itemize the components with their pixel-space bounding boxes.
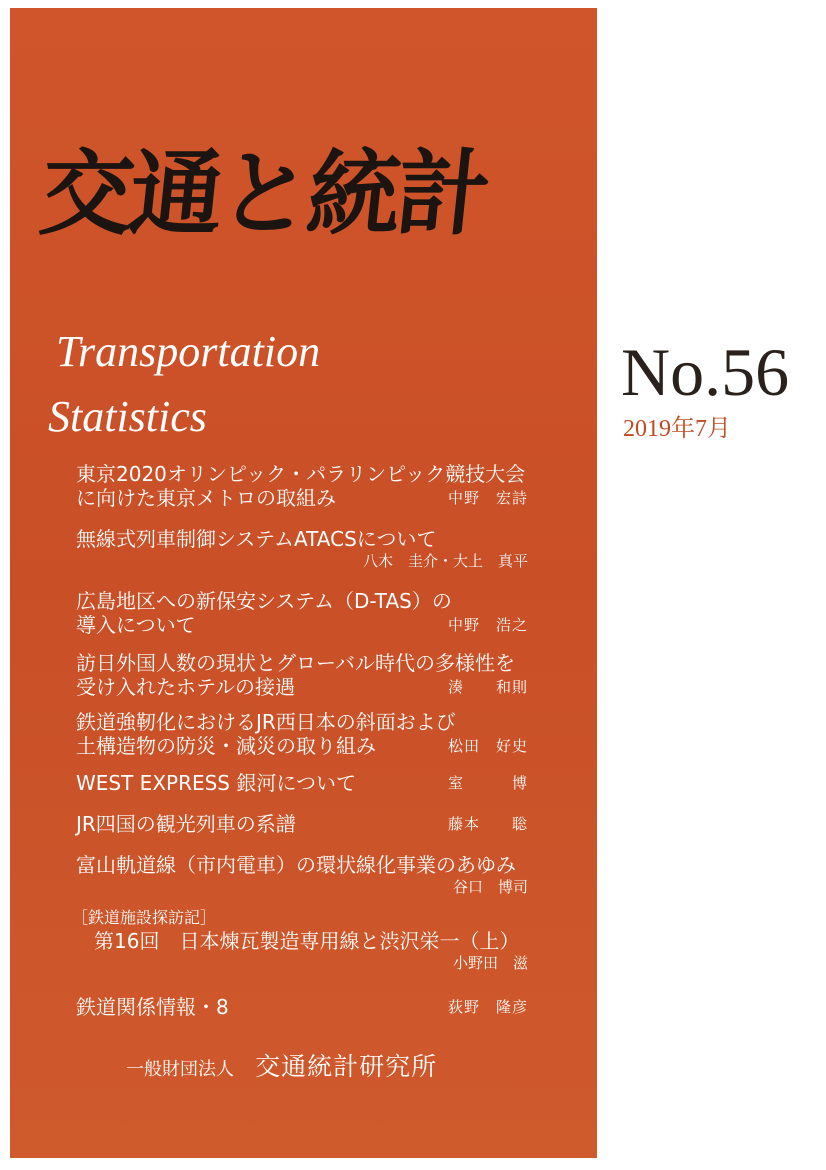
article-title-line: 鉄道強靭化におけるJR西日本の斜面および [76,710,456,734]
article-author: 小野田 滋 [452,954,528,972]
section-label: ［鉄道施設探訪記］ [72,908,217,927]
article-title-line: 土構造物の防災・減災の取り組み [76,734,376,758]
article-author: 湊 和則 [447,678,528,696]
publisher-type: 一般財団法人 [126,1059,234,1080]
article-author: 松田 好史 [447,737,528,755]
english-title-line-2: Statistics [48,392,207,441]
article-author: 荻野 隆彦 [447,998,528,1016]
toc-article-section [72,907,528,973]
article-title-line: 訪日外国人数の現状とグローバル時代の多様性を [76,651,515,675]
issue-date: 2019年7月 [623,416,731,442]
article-title-line: 第16回 日本煉瓦製造専用線と渋沢栄一（上） [94,929,520,953]
article-author: 中野 浩之 [447,616,528,634]
article-title-line: WEST EXPRESS 銀河について [76,771,356,795]
toc-article [76,771,528,795]
toc-article [76,995,528,1019]
issue-number: No.56 [621,334,790,410]
article-title-line: 富山軌道線（市内電車）の環状線化事業のあゆみ [76,853,516,877]
article-title-line: 導入について [76,613,196,637]
article-author: 室 博 [447,774,528,792]
article-author: 藤本 聡 [447,815,528,833]
publisher-name: 交通統計研究所 [255,1052,438,1081]
toc-article [76,462,528,510]
article-title-line: に向けた東京メトロの取組み [76,486,336,510]
toc-article [76,710,528,758]
article-title-line: 受け入れたホテルの接遇 [76,675,295,699]
magazine-title: 交通と統計 [35,140,492,248]
toc-article [76,651,528,699]
toc-article [76,589,528,637]
toc-article [76,853,528,897]
toc-article [76,527,528,571]
article-title-line: 鉄道関係情報・8 [76,995,229,1019]
article-title-line: 広島地区への新保安システム（D-TAS）の [76,589,452,613]
article-author: 中野 宏詩 [447,489,528,507]
toc-article [76,812,528,836]
article-title-line: 東京2020オリンピック・パラリンピック競技大会 [76,462,526,486]
publisher [126,1047,437,1083]
article-title-line: 無線式列車制御システムATACSについて [76,527,437,551]
article-author: 谷口 博司 [452,878,528,896]
article-title-line: JR四国の観光列車の系譜 [76,812,296,836]
english-title-line-1: Transportation [56,327,321,376]
article-author: 八木 圭介・大上 真平 [362,552,528,570]
